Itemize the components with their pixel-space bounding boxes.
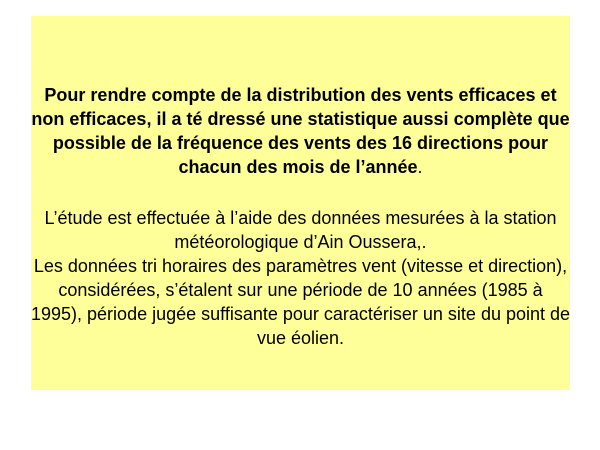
data-paragraph: Les données tri horaires des paramètres vent (vitesse et direction), considérées, s’étalent sur une période de 10 années (1985 à 1995), période jugée suffisante pour caractériser un site du point de vue éolien. [31, 256, 571, 348]
study-section [31, 206, 570, 350]
intro-paragraph-period: . [417, 157, 423, 177]
text-panel [31, 16, 570, 390]
study-paragraph: L’étude est effectuée à l’aide des données mesurées à la station météorologique d’Ain Oussera,. [44, 208, 557, 252]
intro-paragraph-text: Pour rendre compte de la distribution des vents efficaces et non efficaces, il a té dressé une statistique aussi complète que possible de la fréquence des vents des 16 directions pour chacun des mois de l’année [31, 85, 570, 177]
intro-paragraph [31, 83, 570, 179]
